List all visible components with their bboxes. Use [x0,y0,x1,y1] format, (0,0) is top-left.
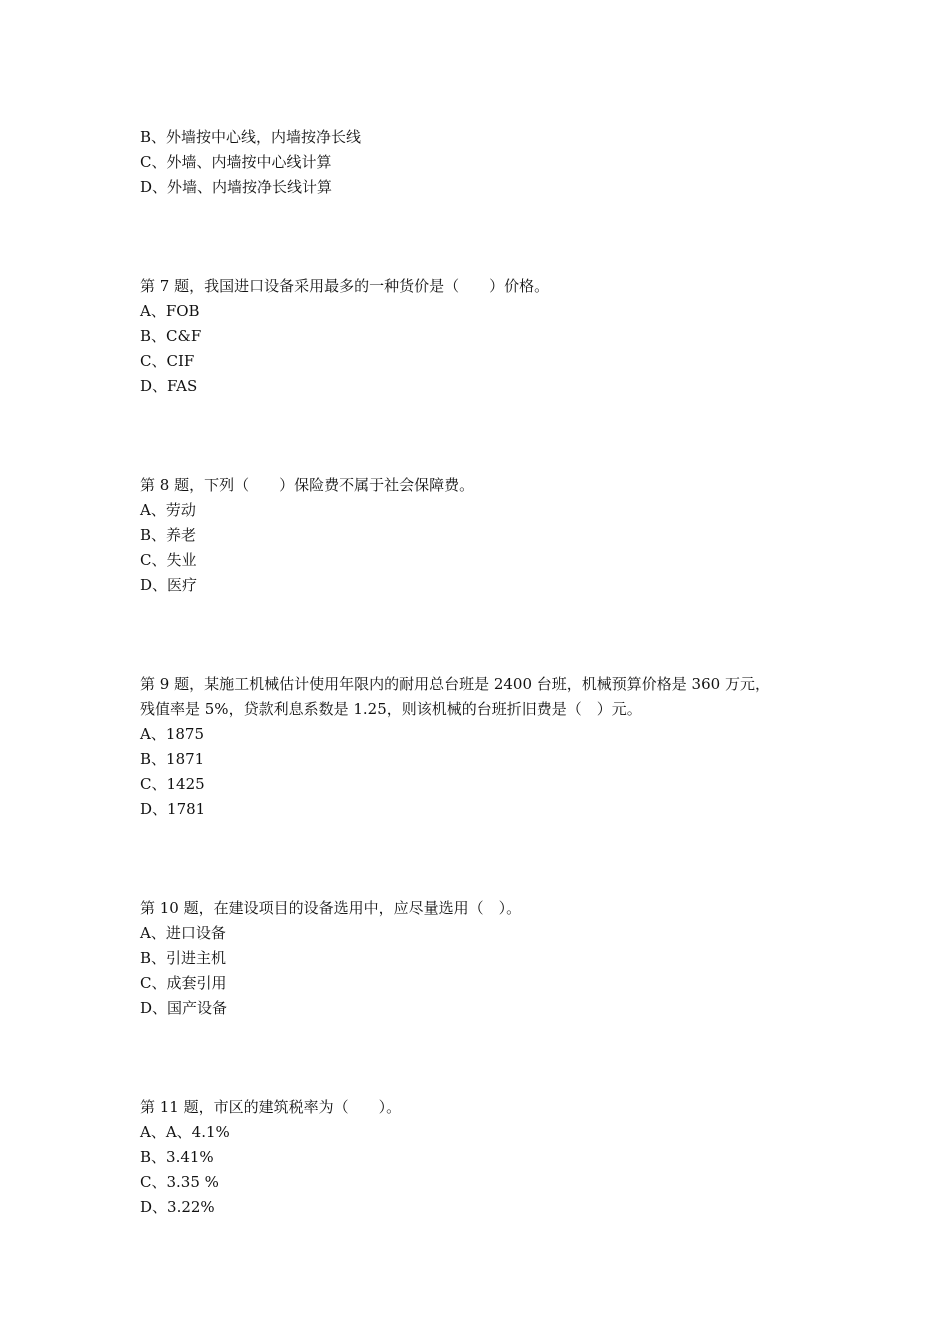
option-c: C、3.35 % [140,1173,219,1191]
question-title: 第 7 题，我国进口设备采用最多的一种货价是（ ）价格。 [140,277,550,295]
option-c: C、CIF [140,352,195,370]
question-11 [140,1095,820,1220]
option-c: C、成套引用 [140,974,227,992]
question-7 [140,274,820,399]
question-title: 第 10 题，在建设项目的设备选用中，应尽量选用（ ）。 [140,899,522,917]
question-10 [140,896,820,1021]
option-b: B、养老 [140,526,197,544]
option-b: B、外墙按中心线，内墙按净长线 [140,128,362,146]
option-a: A、A、4.1% [140,1123,230,1141]
option-a: A、劳动 [140,501,196,519]
question-title: 第 11 题，市区的建筑税率为（ ）。 [140,1098,402,1116]
option-d: D、FAS [140,377,198,395]
option-d: D、医疗 [140,576,198,594]
question-9 [140,672,820,822]
option-d: D、1781 [140,800,206,818]
option-b: B、1871 [140,750,205,768]
option-b: B、C&F [140,327,202,345]
option-a: A、进口设备 [140,924,226,942]
option-c: C、1425 [140,775,205,793]
option-d: D、国产设备 [140,999,228,1017]
option-c: C、失业 [140,551,197,569]
question-title: 第 8 题，下列（ ）保险费不属于社会保障费。 [140,476,475,494]
option-d: D、外墙、内墙按净长线计算 [140,178,333,196]
option-d: D、3.22% [140,1198,215,1216]
option-b: B、引进主机 [140,949,227,967]
question-6-fragment [140,125,820,200]
question-title-line-2: 残值率是 5%，贷款利息系数是 1.25，则该机械的台班折旧费是（ ）元。 [140,700,642,718]
option-c: C、外墙、内墙按中心线计算 [140,153,332,171]
question-title-line-1: 第 9 题，某施工机械估计使用年限内的耐用总台班是 2400 台班，机械预算价格是 360 万元， [140,675,770,693]
question-8 [140,473,820,598]
option-a: A、FOB [140,302,200,320]
option-b: B、3.41% [140,1148,214,1166]
option-a: A、1875 [140,725,205,743]
